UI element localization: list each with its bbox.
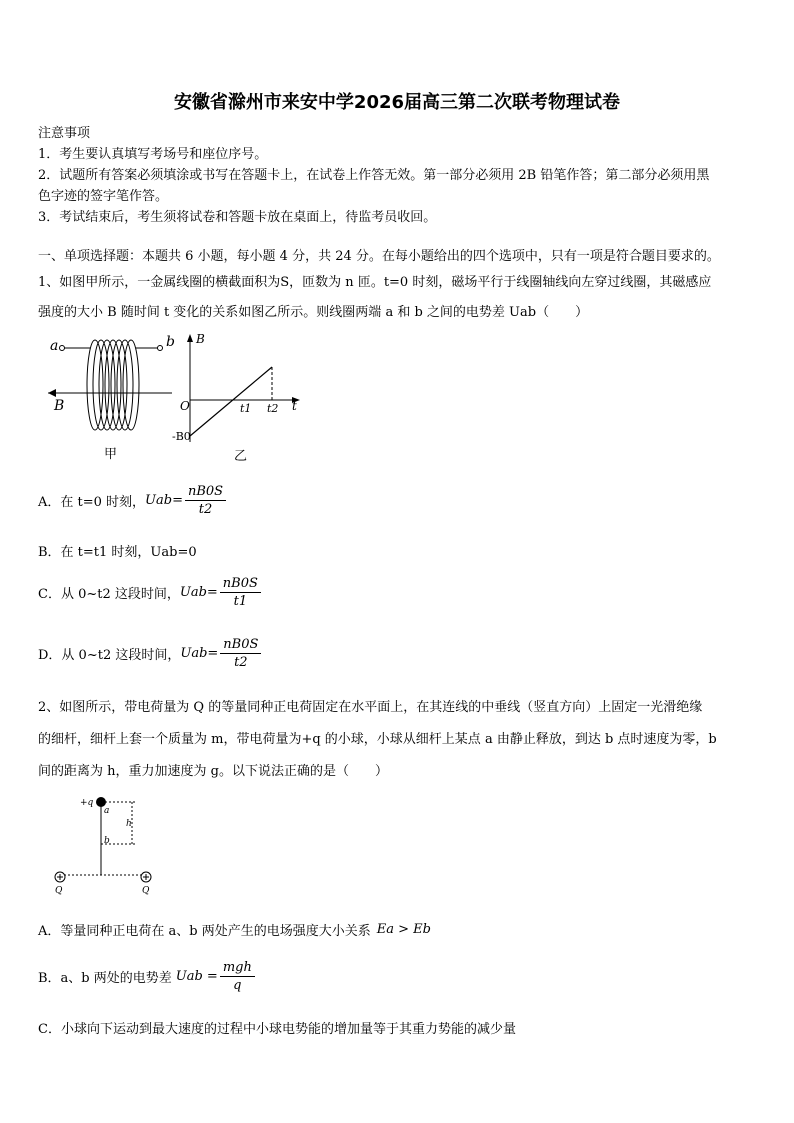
graph-label-t1: t1: [240, 402, 252, 415]
graph-label-B: B: [196, 332, 205, 346]
q1-c-num: nB0S: [220, 576, 261, 593]
q1-a-fraction: [185, 484, 226, 517]
label-Q-right: Q: [142, 886, 150, 896]
q1-c-fraction: [220, 576, 261, 609]
q2-line3: 间的距离为 h，重力加速度为 g。以下说法正确的是（ ）: [38, 764, 388, 779]
q1-a-num: nB0S: [185, 484, 226, 501]
q1-line1: 1、如图甲所示，一金属线圈的横截面积为S，匝数为 n 匝。t=0 时刻，磁场平行于线圈轴线向左穿过线圈，其磁感应: [38, 275, 712, 290]
q1-b-text: B．在 t=t1 时刻，Uab=0: [38, 545, 197, 560]
q1-d-den: t2: [234, 655, 248, 670]
q1-option-c: [38, 576, 261, 609]
q1-figure-graph: [168, 330, 308, 465]
graph-label-t: t: [292, 399, 297, 413]
q2-option-b: [38, 960, 255, 993]
q2-c-text: C．小球向下运动到最大速度的过程中小球电势能的增加量等于其重力势能的减少量: [38, 1022, 516, 1037]
q1-a-lhs: Uab=: [145, 493, 183, 508]
q2-b-prefix: B．a、b 两处的电势差: [38, 971, 172, 986]
label-plusq: +q: [80, 798, 94, 808]
q2-line1: 2、如图所示，带电荷量为 Q 的等量同种正电荷固定在水平面上，在其连线的中垂线（竖直方向）上固定一光滑绝缘: [38, 700, 703, 715]
q2-b-num: mgh: [220, 960, 255, 977]
q1-a-den: t2: [198, 502, 213, 517]
section1-heading: 一、单项选择题：本题共 6 小题，每小题 4 分，共 24 分。在每小题给出的四个选项中，只有一项是符合题目要求的。: [38, 249, 720, 264]
field-arrow-icon: [48, 389, 56, 397]
label-b: b: [166, 334, 175, 350]
coil-rings: [87, 340, 139, 430]
q2-option-a: [38, 920, 431, 939]
q1-a-prefix: A．在 t=0 时刻，: [38, 495, 146, 510]
q1-c-den: t1: [233, 594, 248, 609]
label-a: a: [104, 806, 110, 816]
label-B: B: [54, 398, 65, 414]
label-h: h: [126, 819, 132, 829]
graph-label-t2: t2: [267, 402, 279, 415]
label-a: a: [50, 338, 59, 354]
q1-line2: 强度的大小 B 随时间 t 变化的关系如图乙所示。则线圈两端 a 和 b 之间的电势差 Uab（ ）: [38, 305, 589, 320]
caption-yi: 乙: [234, 449, 248, 464]
b-axis-arrow-icon: [187, 334, 193, 342]
q2-b-fraction: [220, 960, 255, 993]
q1-option-d: [38, 637, 261, 670]
notice-heading: 注意事项: [38, 126, 91, 141]
notice-item-2-cont: 色字迹的签字笔作答。: [38, 189, 169, 204]
q1-d-prefix: D．从 0~t2 这段时间，: [38, 648, 181, 663]
q1-option-a: [38, 484, 226, 517]
q2-b-den: q: [233, 978, 242, 993]
q1-c-lhs: Uab=: [179, 585, 218, 600]
graph-label-negB0: -B0: [172, 430, 191, 443]
notice-item-1: 1．考生要认真填写考场号和座位序号。: [38, 147, 268, 162]
q1-d-num: nB0S: [220, 637, 261, 654]
q2-a-relation: Ea > Eb: [376, 922, 431, 937]
label-Q-left: Q: [55, 886, 63, 896]
notice-item-2: 2．试题所有答案必须填涂或书写在答题卡上，在试卷上作答无效。第一部分必须用 2B 铅笔作答；第二部分必须用黑: [38, 168, 710, 183]
q1-c-prefix: C．从 0~t2 这段时间，: [38, 587, 180, 602]
q1-figure-coil: [40, 330, 180, 465]
graph-label-O: O: [180, 399, 190, 413]
label-b: b: [104, 836, 110, 846]
notice-item-3: 3．考试结束后，考生须将试卷和答题卡放在桌面上，待监考员收回。: [38, 210, 437, 225]
q2-option-c: [38, 1018, 516, 1037]
q1-option-b: [38, 541, 197, 560]
q2-a-prefix: A．等量同种正电荷在 a、b 两处产生的电场强度大小关系: [38, 924, 371, 939]
q2-b-lhs: Uab =: [175, 969, 218, 984]
q2-figure: [40, 792, 170, 897]
caption-jia: 甲: [104, 447, 118, 462]
b-t-line: [190, 367, 272, 436]
exam-title: 安徽省滁州市来安中学2026届高三第二次联考物理试卷: [173, 92, 621, 113]
q1-d-fraction: [220, 637, 261, 670]
q1-d-lhs: Uab=: [180, 646, 219, 661]
q2-line2: 的细杆，细杆上套一个质量为 m，带电荷量为+q 的小球，小球从细杆上某点 a 由静止释放，到达 b 点时速度为零，b: [38, 732, 717, 747]
